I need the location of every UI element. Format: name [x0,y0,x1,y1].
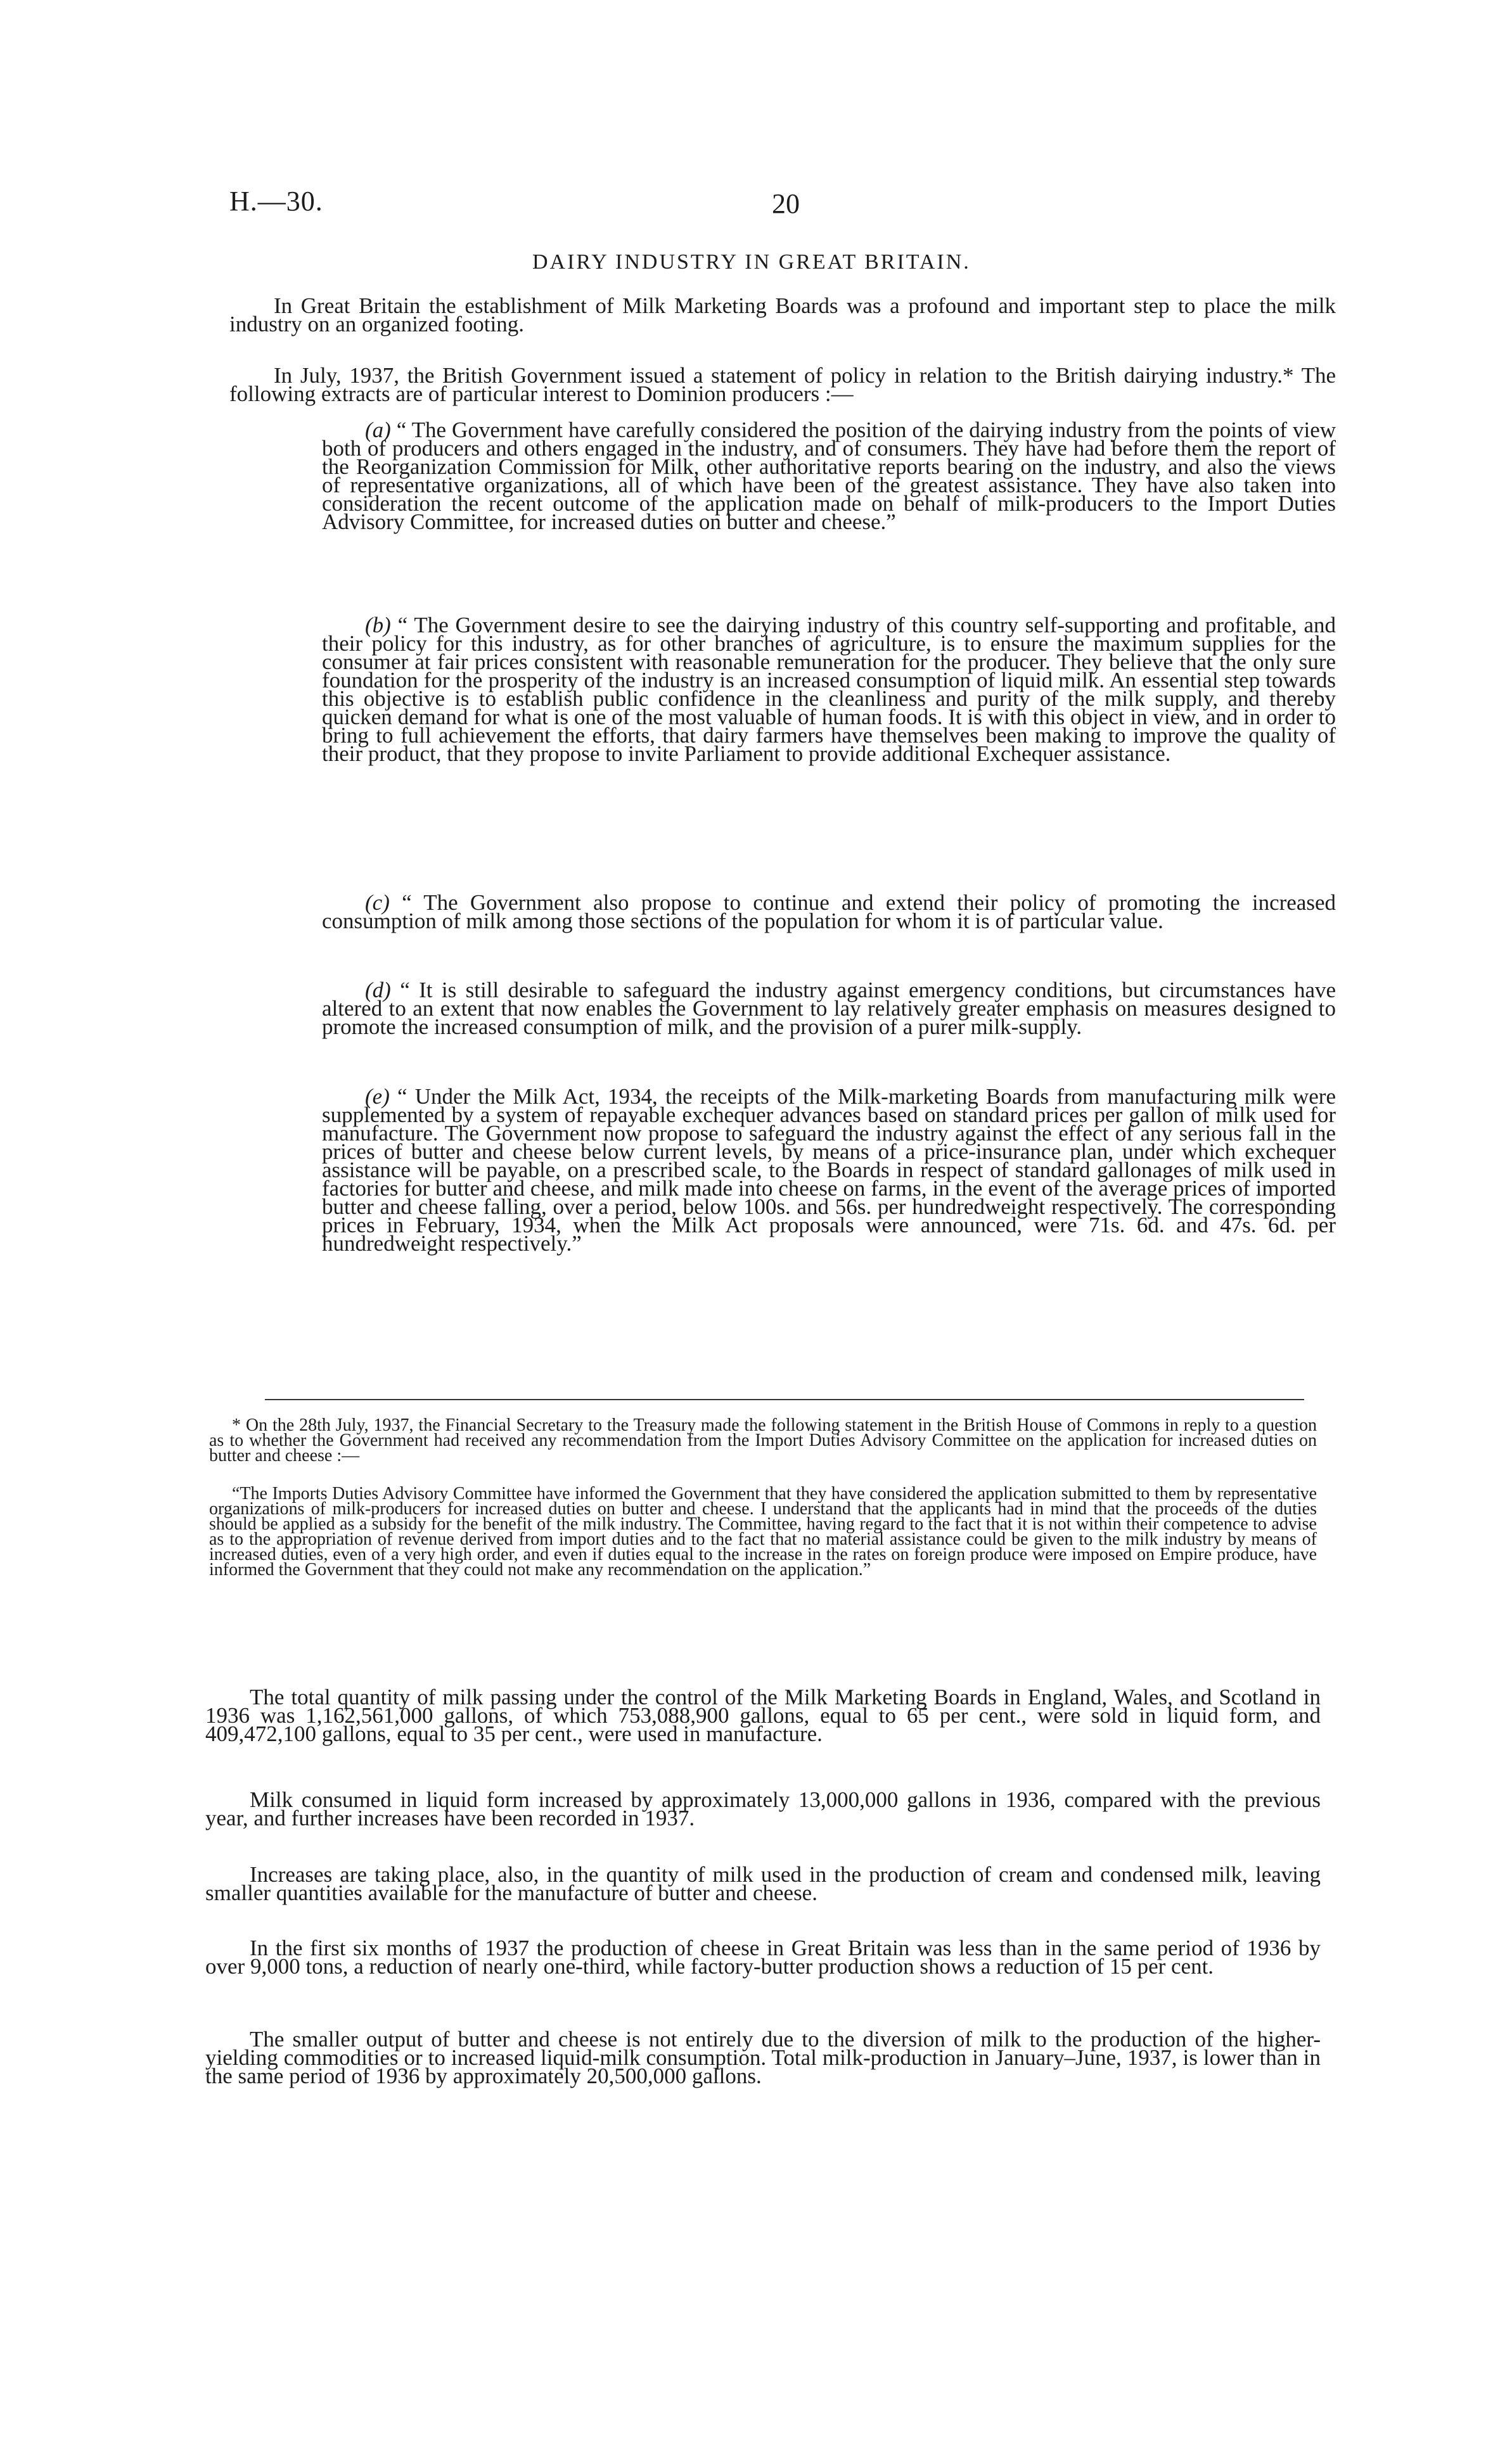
document-reference: H.—30. [229,186,323,217]
extract-text: “ Under the Milk Act, 1934, the receipts of the Milk-marketing Boards from manufacturing milk were supplemented by a system of repayable exchequer advances based on standard prices per gallon of milk used for manufacture. The Government now propose to safeguard the industry against the effect of any serious fall in the prices of butter and cheese below current levels, by means of a price-insurance plan, under which exchequer assistance will be payable, on a prescribed scale, to the Boards in respect of standard gallonages of milk used in factories for butter and cheese, and milk made into cheese on farms, in the event of the average prices of imported butter and cheese falling, over a period, below 100s. and 56s. per hundredweight respectively. The corresponding prices in February, 1934, when the Milk Act proposals were announced, were 71s. 6d. and 47s. 6d. per hundredweight respectively.” [322,1084,1336,1256]
footnote-divider [265,1399,1304,1400]
closing-paragraph-4: In the first six months of 1937 the production of cheese in Great Britain was less than in the same period of 1936 by over 9,000 tons, a reduction of nearly one-third, while factory-butter production shows a reduction of 15 per cent. [205,1936,1321,1979]
intro-paragraph-2: In July, 1937, the British Government issued a statement of policy in relation to the British dairying industry.* The following extracts are of particular interest to Dominion producers :— [229,363,1336,406]
extract-b [322,613,1336,766]
extract-label: (d) [365,978,391,1002]
extract-a [322,418,1336,534]
extract-text: “ The Government also propose to continue and extend their policy of promoting the increased consumption of milk among those sections of the population for whom it is of particular value. [322,890,1336,933]
extract-label: (c) [365,890,390,915]
extract-text: “ The Government have carefully considered the position of the dairying industry from the points of view both of producers and others engaged in the industry, and of consumers. They have had before them the report of the Reorganization Commission for Milk, other authoritative reports bearing on the industry, and also the views of representative organizations, all of which have been of the greatest assistance. They have also taken into consideration the recent outcome of the application made on behalf of milk-producers to the Import Duties Advisory Committee, for increased duties on butter and cheese.” [322,418,1336,534]
extract-e [322,1084,1336,1256]
extract-label: (a) [365,418,391,442]
section-title: DAIRY INDUSTRY IN GREAT BRITAIN. [532,250,971,274]
page-number: 20 [772,188,800,219]
closing-paragraph-1: The total quantity of milk passing under the control of the Milk Marketing Boards in England, Wales, and Scotland in 1936 was 1,162,561,000 gallons, of which 753,088,900 gallons, equal to 65 per cent., were sold in liquid form, and 409,472,100 gallons, equal to 35 per cent., were used in manufacture. [205,1685,1321,1746]
extract-label: (e) [365,1084,390,1109]
intro-paragraph-1: In Great Britain the establishment of Milk Marketing Boards was a profound and important step to place the milk industry on an organized footing. [229,293,1336,336]
extract-d [322,978,1336,1039]
extract-text: “ It is still desirable to safeguard the industry against emergency conditions, but circumstances have altered to an extent that now enables the Government to lay relatively greater emphasis on measures designed to promote the increased consumption of milk, and the provision of a purer milk-supply. [322,978,1336,1039]
footnote-paragraph-2: “The Imports Duties Advisory Committee have informed the Government that they have considered the application submitted to them by representative organizations of milk-producers for increased duties on butter and cheese. I understand that the applicants had in mind that the proceeds of the duties should be applied as a subsidy for the benefit of the milk industry. The Committee, having regard to the fact that it is not within their competence to advise as to the appropriation of revenue derived from import duties and to the fact that no material assistance could be given to the milk industry by means of increased duties, even of a very high order, and even if duties equal to the increase in the rates on foreign produce were imposed on Empire produce, have informed the Government that they could not make any recommendation on the application.” [209,1484,1317,1580]
extract-c [322,890,1336,933]
footnote-paragraph-1: * On the 28th July, 1937, the Financial Secretary to the Treasury made the following statement in the British House of Commons in reply to a question as to whether the Government had received any recommendation from the Import Duties Advisory Committee on the application for increased duties on butter and cheese :— [209,1415,1317,1465]
closing-paragraph-3: Increases are taking place, also, in the quantity of milk used in the production of cream and condensed milk, leaving smaller quantities available for the manufacture of butter and cheese. [205,1862,1321,1905]
extract-label: (b) [365,613,391,637]
closing-paragraph-5: The smaller output of butter and cheese is not entirely due to the diversion of milk to the production of the higher-yielding commodities or to increased liquid-milk consumption. Total milk-production in January–June, 1937, is lower than in the same period of 1936 by approximately 20,500,000 gallons. [205,2027,1321,2088]
extract-text: “ The Government desire to see the dairying industry of this country self-supporting and profitable, and their policy for this industry, as for other branches of agriculture, is to ensure the maximum supplies for the consumer at fair prices consistent with reasonable remuneration for the producer. They believe that the only sure foundation for the prosperity of the industry is an increased consumption of liquid milk. An essential step towards this objective is to establish public confidence in the cleanliness and purity of the milk supply, and thereby quicken demand for what is one of the most valuable of human foods. It is with this object in view, and in order to bring to full achievement the efforts, that dairy farmers have themselves been making to improve the quality of their product, that they propose to invite Parliament to provide additional Exchequer assistance. [322,613,1336,766]
closing-paragraph-2: Milk consumed in liquid form increased by approximately 13,000,000 gallons in 1936, compared with the previous year, and further increases have been recorded in 1937. [205,1787,1321,1830]
